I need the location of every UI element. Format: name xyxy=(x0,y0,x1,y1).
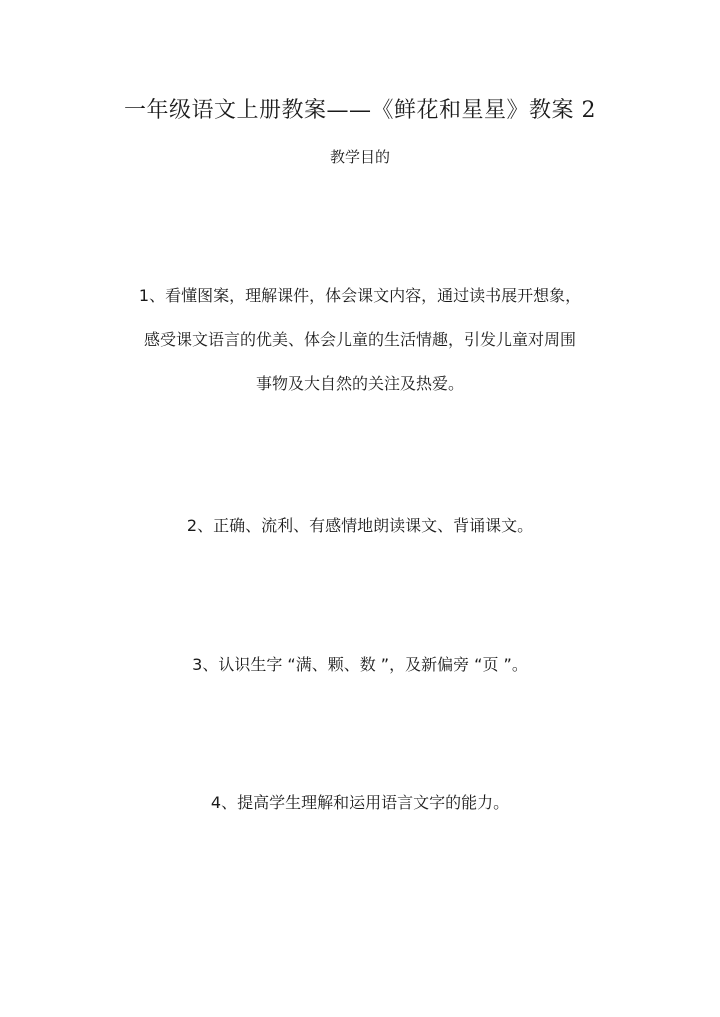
section-heading: 教学目的 xyxy=(329,148,390,166)
objective-1-line-2: 感受课文语言的优美、体会儿童的生活情趣，引发儿童对周围 xyxy=(143,330,576,349)
objective-3: 3、认识生字 “满、颗、数 ”，及新偏旁 “页 ”。 xyxy=(192,655,528,674)
objective-1-line-1: 1、看懂图案，理解课件，体会课文内容，通过读书展开想象， xyxy=(138,286,582,305)
objective-1 xyxy=(0,282,720,414)
document-title: 一年级语文上册教案——《鲜花和星星》教案 2 xyxy=(124,98,596,123)
objective-4: 4、提高学生理解和运用语言文字的能力。 xyxy=(210,793,510,812)
objective-1-line-3: 事物及大自然的关注及热爱。 xyxy=(255,374,464,393)
objective-2: 2、正确、流利、有感情地朗读课文、背诵课文。 xyxy=(186,516,534,535)
